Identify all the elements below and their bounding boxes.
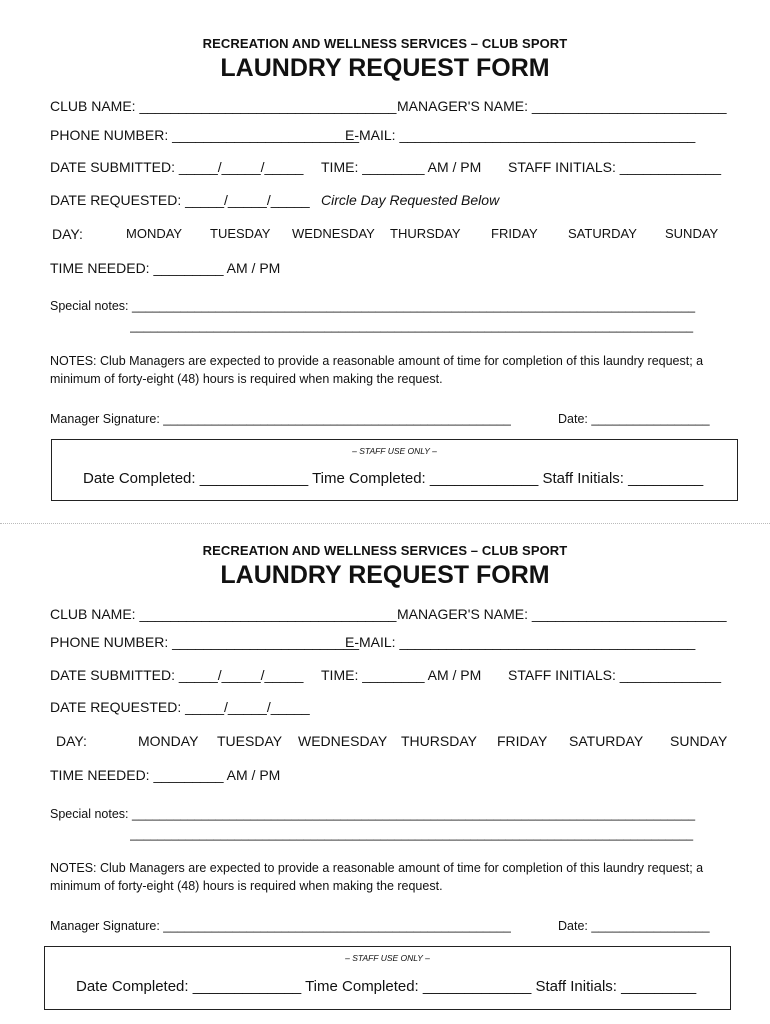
day-option-friday[interactable]: FRIDAY [497, 733, 548, 749]
staff-use-header: – STAFF USE ONLY – [345, 953, 430, 963]
day-option-sunday[interactable]: SUNDAY [665, 226, 719, 241]
special-notes-continuation[interactable]: _________________________________________________________________________________ [130, 827, 694, 841]
day-option-friday[interactable]: FRIDAY [491, 226, 538, 241]
club-name-field[interactable]: CLUB NAME: _________________________________ [50, 606, 397, 622]
email-field[interactable]: E-MAIL: ______________________________________ [345, 634, 696, 650]
day-label: DAY: [52, 226, 83, 242]
form-subheading: RECREATION AND WELLNESS SERVICES – CLUB SPORT [202, 543, 568, 558]
signature-date-field[interactable]: Date: _________________ [558, 919, 710, 933]
time-field[interactable]: TIME: ________ AM / PM [321, 667, 482, 683]
day-option-sunday[interactable]: SUNDAY [670, 733, 728, 749]
staff-use-box [44, 946, 731, 1010]
form-title: LAUNDRY REQUEST FORM [220, 54, 550, 82]
circle-day-note: Circle Day Requested Below [321, 192, 500, 208]
day-option-thursday[interactable]: THURSDAY [401, 733, 477, 749]
phone-number-field[interactable]: PHONE NUMBER: ________________________ [50, 127, 359, 143]
completion-fields[interactable]: Date Completed: _____________ Time Completed: _____________ Staff Initials: _________ [83, 470, 704, 487]
phone-number-field[interactable]: PHONE NUMBER: ________________________ [50, 634, 359, 650]
staff-use-box [51, 439, 738, 501]
day-option-monday[interactable]: MONDAY [126, 226, 183, 241]
manager-name-field[interactable]: MANAGER'S NAME: _________________________ [397, 98, 727, 114]
day-option-tuesday[interactable]: TUESDAY [217, 733, 283, 749]
staff-use-header: – STAFF USE ONLY – [352, 446, 437, 456]
manager-signature-field[interactable]: Manager Signature: __________________________________________________ [50, 412, 511, 426]
date-requested-field[interactable]: DATE REQUESTED: _____/_____/_____ [50, 699, 310, 715]
form-subheading: RECREATION AND WELLNESS SERVICES – CLUB SPORT [202, 36, 568, 51]
day-option-saturday[interactable]: SATURDAY [569, 733, 644, 749]
special-notes-continuation[interactable]: _________________________________________________________________________________ [130, 319, 694, 333]
time-needed-field[interactable]: TIME NEEDED: _________ AM / PM [50, 260, 281, 276]
date-submitted-field[interactable]: DATE SUBMITTED: _____/_____/_____ [50, 159, 304, 175]
manager-signature-field[interactable]: Manager Signature: __________________________________________________ [50, 919, 511, 933]
day-option-wednesday[interactable]: WEDNESDAY [298, 733, 388, 749]
day-option-tuesday[interactable]: TUESDAY [210, 226, 271, 241]
special-notes-field[interactable]: Special notes: _________________________________________________________________________________ [50, 807, 696, 821]
staff-initials-field[interactable]: STAFF INITIALS: _____________ [508, 159, 721, 175]
form-title: LAUNDRY REQUEST FORM [220, 561, 550, 589]
staff-initials-field[interactable]: STAFF INITIALS: _____________ [508, 667, 721, 683]
notes-paragraph: NOTES: Club Managers are expected to provide a reasonable amount of time for completion of this laundry request; a minimum of forty-eight (48) hours is required when making the request. [50, 354, 704, 386]
completion-fields[interactable]: Date Completed: _____________ Time Completed: _____________ Staff Initials: _________ [76, 978, 697, 995]
time-field[interactable]: TIME: ________ AM / PM [321, 159, 482, 175]
notes-paragraph: NOTES: Club Managers are expected to provide a reasonable amount of time for completion of this laundry request; a minimum of forty-eight (48) hours is required when making the request. [50, 861, 704, 893]
time-needed-field[interactable]: TIME NEEDED: _________ AM / PM [50, 767, 281, 783]
day-option-monday[interactable]: MONDAY [138, 733, 199, 749]
club-name-field[interactable]: CLUB NAME: _________________________________ [50, 98, 397, 114]
signature-date-field[interactable]: Date: _________________ [558, 412, 710, 426]
day-option-wednesday[interactable]: WEDNESDAY [292, 226, 375, 241]
day-label: DAY: [56, 733, 87, 749]
day-option-thursday[interactable]: THURSDAY [390, 226, 461, 241]
date-requested-field[interactable]: DATE REQUESTED: _____/_____/_____ [50, 192, 310, 208]
email-field[interactable]: E-MAIL: ______________________________________ [345, 127, 696, 143]
day-option-saturday[interactable]: SATURDAY [568, 226, 637, 241]
manager-name-field[interactable]: MANAGER'S NAME: _________________________ [397, 606, 727, 622]
page-divider [0, 523, 770, 524]
special-notes-field[interactable]: Special notes: _________________________________________________________________________________ [50, 299, 696, 313]
date-submitted-field[interactable]: DATE SUBMITTED: _____/_____/_____ [50, 667, 304, 683]
